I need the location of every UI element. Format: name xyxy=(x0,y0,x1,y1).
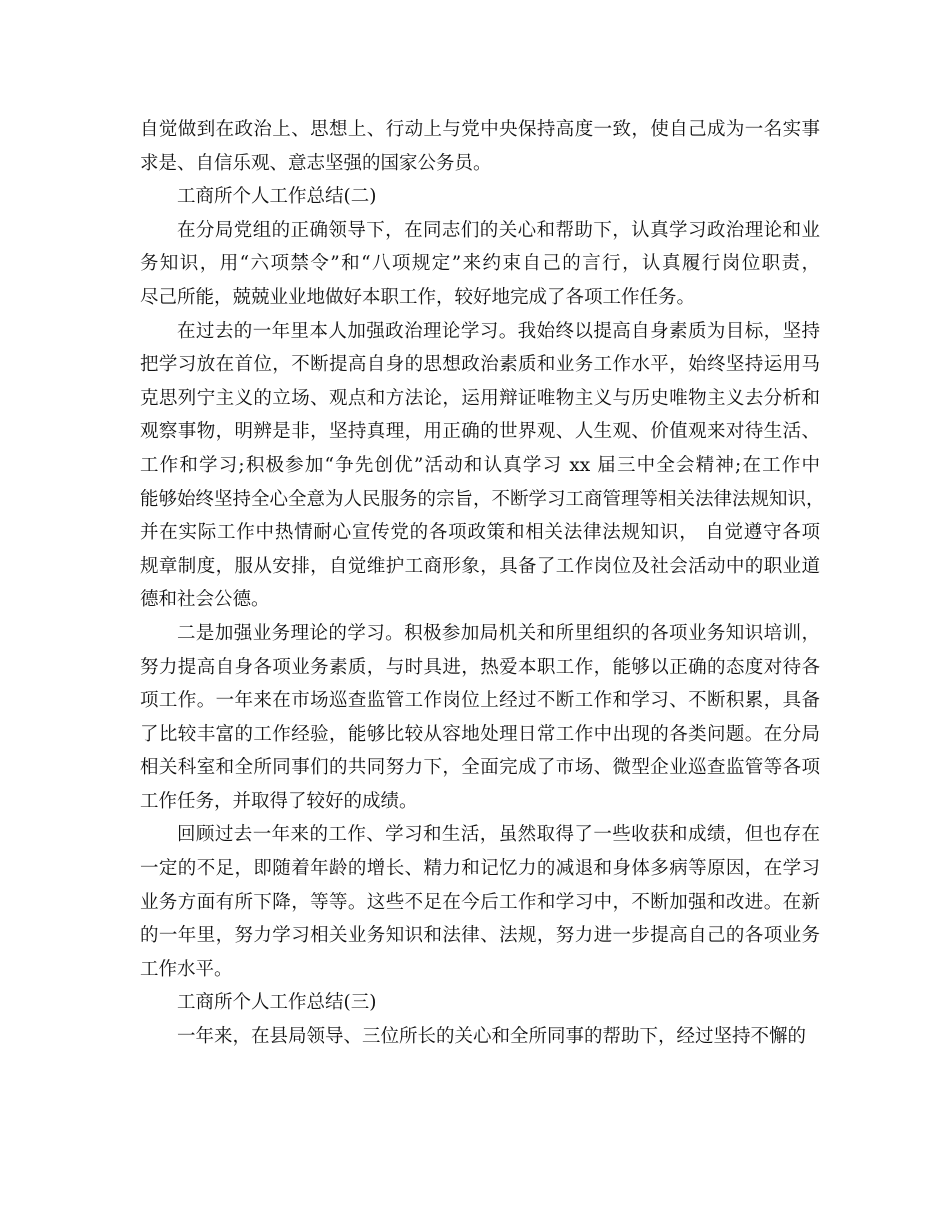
paragraph xyxy=(140,214,820,315)
paragraph xyxy=(140,1020,820,1054)
paragraph-line: 自觉做到在政治上、思想上、行动上与党中央保持高度一致，使自己成为一名实事 xyxy=(140,119,820,140)
paragraph-line: 尽己所能，兢兢业业地做好本职工作，较好地完成了各项工作任务。 xyxy=(140,286,696,308)
paragraph xyxy=(140,617,820,819)
document-body xyxy=(140,113,825,1054)
paragraph-line: 规章制度，服从安排，自觉维护工商形象，具备了工作岗位及社会活动中的职业道 xyxy=(140,555,820,577)
paragraph-line: 工作水平。 xyxy=(140,958,233,980)
paragraph-line: 一年来，在县局领导、三位所长的关心和全所同事的帮助下，经过坚持不懈的 xyxy=(177,1026,807,1048)
paragraph-line: 工作和学习;积极参加“争先创优”活动和认真学习 xx 届三中全会精神;在工作中 xyxy=(140,454,820,476)
paragraph-line: 能够始终坚持全心全意为人民服务的宗旨，不断学习工商管理等相关法律法规知识， xyxy=(140,488,825,510)
paragraph-line: 了比较丰富的工作经验，能够比较从容地处理日常工作中出现的各类问题。在分局 xyxy=(140,723,820,745)
paragraph-line: 克思列宁主义的立场、观点和方法论，运用辩证唯物主义与历史唯物主义去分析和 xyxy=(140,387,820,409)
paragraph-line: 把学习放在首位，不断提高自身的思想政治素质和业务工作水平，始终坚持运用马 xyxy=(140,354,820,376)
paragraph-line: 德和社会公德。 xyxy=(140,589,270,611)
paragraph-line: 二是加强业务理论的学习。积极参加局机关和所里组织的各项业务知识培训， xyxy=(177,622,820,644)
section-heading: 工商所个人工作总结(三) xyxy=(177,992,377,1014)
paragraph-line: 并在实际工作中热情耐心宣传党的各项政策和相关法律法规知识， 自觉遵守各项 xyxy=(140,522,820,544)
section-heading: 工商所个人工作总结(二) xyxy=(177,186,377,208)
paragraph-line: 务知识，用“六项禁令”和“八项规定”来约束自己的言行，认真履行岗位职责， xyxy=(140,253,820,275)
paragraph-line: 一定的不足，即随着年龄的增长、精力和记忆力的减退和身体多病等原因，在学习 xyxy=(140,858,820,880)
paragraph-line: 求是、自信乐观、意志坚强的国家公务员。 xyxy=(140,152,492,174)
paragraph xyxy=(140,315,825,617)
paragraph-line: 在分局党组的正确领导下，在同志们的关心和帮助下，认真学习政治理论和业 xyxy=(177,219,820,241)
paragraph-line: 在过去的一年里本人加强政治理论学习。我始终以提高自身素质为目标，坚持 xyxy=(177,320,820,342)
paragraph-line: 相关科室和全所同事们的共同努力下，全面完成了市场、微型企业巡查监管等各项 xyxy=(140,757,820,779)
paragraph xyxy=(140,113,820,180)
paragraph-line: 的一年里，努力学习相关业务知识和法律、法规，努力进一步提高自己的各项业务 xyxy=(140,925,820,947)
paragraph-line: 业务方面有所下降，等等。这些不足在今后工作和学习中，不断加强和改进。在新 xyxy=(140,891,820,913)
paragraph-line: 项工作。一年来在市场巡查监管工作岗位上经过不断工作和学习、不断积累，具备 xyxy=(140,690,820,712)
paragraph-line: 工作任务，并取得了较好的成绩。 xyxy=(140,790,418,812)
paragraph-line: 观察事物，明辨是非，坚持真理，用正确的世界观、人生观、价值观来对待生活、 xyxy=(140,421,820,443)
paragraph-line: 努力提高自身各项业务素质，与时具进，热爱本职工作，能够以正确的态度对待各 xyxy=(140,656,820,678)
paragraph xyxy=(140,818,820,986)
paragraph-line: 回顾过去一年来的工作、学习和生活，虽然取得了一些收获和成绩，但也存在 xyxy=(177,824,820,846)
